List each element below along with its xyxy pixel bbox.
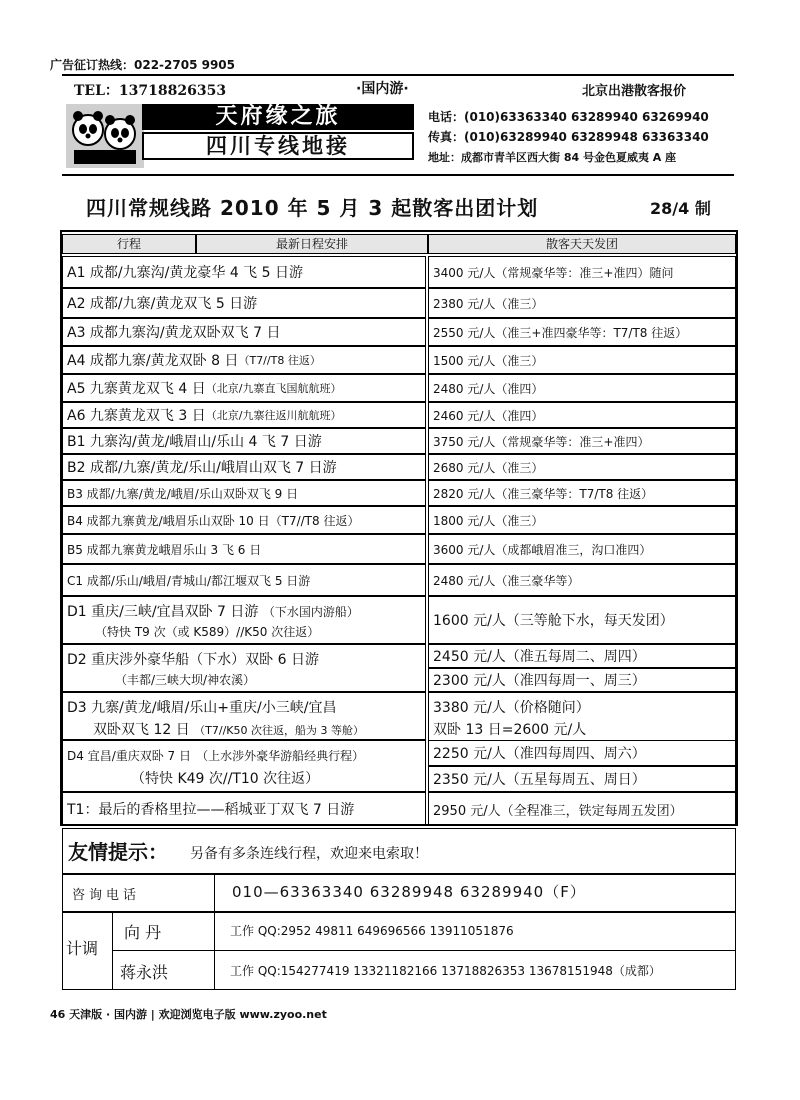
tuning-row-divider: [112, 950, 736, 951]
brand-name-top: 天府缘之旅: [142, 104, 414, 130]
table-row: [62, 318, 736, 346]
route-cell: B2 成都/九寨/黄龙/乐山/峨眉山双飞 7 日游: [62, 454, 426, 480]
route-cell: A3 成都九寨沟/黄龙双卧双飞 7 日: [62, 318, 426, 346]
route-sub: （丰都/三峡大坝/神农溪）: [115, 673, 256, 687]
ad-hotline: 广告征订热线：022-2705 9905: [50, 58, 236, 72]
price-cell: 2950 元/人（全程准三，铁定每周五发团）: [428, 792, 736, 826]
route-note: （下水国内游船）: [262, 605, 359, 619]
person-name: 向 丹: [124, 923, 162, 942]
price-cell: 3400 元/人（常规豪华等：准三+准四）随问: [428, 256, 736, 288]
route-cell: B5 成都九寨黄龙峨眉乐山 3 飞 6 日: [62, 534, 426, 564]
route-text: D1 重庆/三峡/宜昌双卧 7 日游: [67, 604, 259, 620]
edition-label: 28/4 制: [650, 199, 711, 218]
brand-fax: 传真：(010)63289940 63289948 63363340: [428, 130, 709, 144]
route-cell: B4 成都九寨黄龙/峨眉乐山双卧 10 日（T7//T8 往返）: [62, 506, 426, 534]
price-cell: 3600 元/人（成都峨眉准三，沟口准四）: [428, 534, 736, 564]
price-cell: 2820 元/人（准三豪华等：T7/T8 往返）: [428, 480, 736, 506]
route-cell: [62, 374, 426, 402]
tuning-label: 计调: [66, 939, 99, 958]
table-row: [62, 480, 736, 506]
price-cell: 1800 元/人（准三）: [428, 506, 736, 534]
consult-phone: 010—63363340 63289948 63289940（F）: [232, 883, 586, 901]
header-departure: 散客天天发团: [428, 234, 736, 254]
brand-address: 地址：成都市青羊区西大街 84 号金色夏威夷 A 座: [428, 151, 677, 164]
tips-label: 友情提示：: [68, 840, 168, 864]
table-row-t1: [62, 792, 736, 826]
price-cell: 2680 元/人（准三）: [428, 454, 736, 480]
table-row-d2: [62, 644, 736, 692]
price-cell: 2550 元/人（准三+准四豪华等：T7/T8 往返）: [428, 318, 736, 346]
brand-name-bottom: 四川专线地接: [142, 132, 414, 160]
price-cell: 1600 元/人（三等舱下水，每天发团）: [428, 596, 736, 644]
price-cell: 3750 元/人（常规豪华等：准三+准四）: [428, 428, 736, 454]
banner-rule: [62, 174, 734, 176]
route-cell: [62, 346, 426, 374]
table-row: [62, 346, 736, 374]
route-sub: （特快 T9 次（或 K589）//K50 次往返）: [95, 625, 320, 639]
quote-title: 北京出港散客报价: [582, 84, 687, 99]
section-label: ·国内游·: [356, 81, 409, 97]
header-route: 行程: [62, 234, 196, 254]
route-cell: A1 成都/九寨沟/黄龙豪华 4 飞 5 日游: [62, 256, 426, 288]
person-name: 蒋永洪: [120, 963, 169, 982]
price-cell: 2480 元/人（准三豪华等）: [428, 564, 736, 596]
route-cell: A2 成都/九寨/黄龙双飞 5 日游: [62, 288, 426, 318]
price-cell: 2480 元/人（准四）: [428, 374, 736, 402]
route-cell: [62, 740, 426, 792]
price-cell: 2460 元/人（准四）: [428, 402, 736, 428]
route-cell: [62, 644, 426, 692]
table-row-d3: [62, 692, 736, 740]
route-text: D3 九寨/黄龙/峨眉/乐山+重庆/小三峡/宜昌: [67, 700, 337, 716]
route-cell: B3 成都/九寨/黄龙/峨眉/乐山双卧双飞 9 日: [62, 480, 426, 506]
route-cell: [62, 402, 426, 428]
route-cell: T1：最后的香格里拉——稻城亚丁双飞 7 日游: [62, 792, 426, 826]
table-row-d4: [62, 740, 736, 792]
route-text: A5 九寨黄龙双飞 4 日: [67, 381, 206, 397]
tuning-divider: [112, 912, 113, 990]
price-line: 双卧 13 日=2600 元/人: [433, 722, 587, 738]
table-row: [62, 374, 736, 402]
consult-label: 咨询电话: [72, 888, 141, 903]
route-sub: （特快 K49 次//T10 次往返）: [131, 771, 320, 787]
panda-icon: [66, 104, 144, 168]
price-line: 3380 元/人（价格随问）: [433, 700, 590, 716]
table-row-d1: [62, 596, 736, 644]
table-row: [62, 428, 736, 454]
price-cell: 2380 元/人（准三）: [428, 288, 736, 318]
table-row: [62, 288, 736, 318]
route-note: （T7//T8 往返）: [238, 354, 321, 367]
table-row: [62, 534, 736, 564]
header-schedule: 最新日程安排: [196, 234, 428, 254]
route-text: A4 成都九寨/黄龙双卧 8 日: [67, 353, 239, 369]
price-cell: 2450 元/人（准五每周二、周四）: [428, 644, 736, 668]
route-text: D4 宜昌/重庆双卧 7 日: [67, 749, 191, 763]
price-cell: 2250 元/人（准四每周四、周六）: [428, 740, 736, 766]
header-rule: [62, 74, 734, 76]
tips-text: 另备有多条连线行程，欢迎来电索取！: [190, 846, 428, 862]
person-contact: 工作 QQ:154277419 13321182166 13718826353 13678151948（成都）: [230, 964, 661, 978]
table-row: [62, 256, 736, 288]
brand-phone: 电话：(010)63363340 63289940 63269940: [428, 110, 709, 124]
table-row: [62, 402, 736, 428]
table-row: [62, 454, 736, 480]
route-cell: B1 九寨沟/黄龙/峨眉山/乐山 4 飞 7 日游: [62, 428, 426, 454]
route-note: （北京/九寨直飞国航航班）: [205, 382, 342, 395]
price-cell: 1500 元/人（准三）: [428, 346, 736, 374]
route-note: （上水涉外豪华游船经典行程）: [196, 749, 365, 763]
person-contact: 工作 QQ:2952 49811 649696566 13911051876: [230, 924, 514, 938]
route-text: D2 重庆涉外豪华船（下水）双卧 6 日游: [67, 652, 319, 668]
route-text-2: 双卧双飞 12 日: [93, 722, 190, 738]
page-footer: 46 天津版 · 国内游 | 欢迎浏览电子版 www.zyoo.net: [50, 1008, 327, 1021]
route-note: （北京/九寨往返川航航班）: [205, 409, 342, 422]
header-tel: TEL：13718826353: [74, 83, 227, 99]
route-cell: C1 成都/乐山/峨眉/青城山/都江堰双飞 5 日游: [62, 564, 426, 596]
price-cell: 2300 元/人（准四每周一、周三）: [428, 668, 736, 692]
page-title: 四川常规线路 2010 年 5 月 3 起散客出团计划: [86, 196, 539, 220]
route-cell: [62, 596, 426, 644]
route-note: （T7//K50 次往返，船为 3 等舱）: [194, 724, 364, 737]
price-cell: [428, 692, 736, 740]
table-row: [62, 564, 736, 596]
route-cell: [62, 692, 426, 740]
price-cell: 2350 元/人（五星每周五、周日）: [428, 766, 736, 792]
route-text: A6 九寨黄龙双飞 3 日: [67, 408, 206, 424]
table-row: [62, 506, 736, 534]
